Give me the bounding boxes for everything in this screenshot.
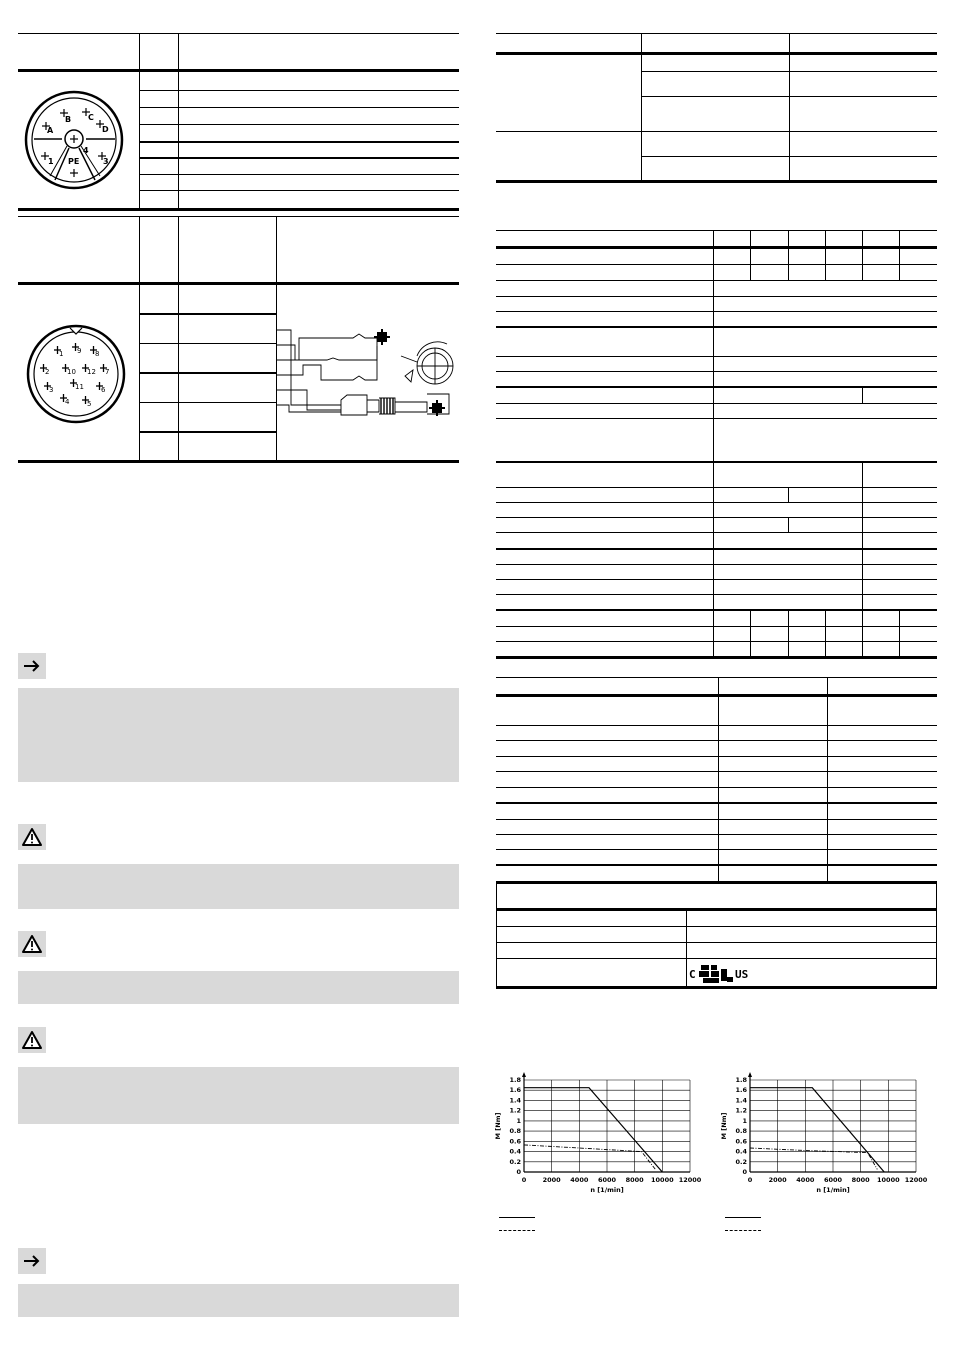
pin2-label-6: 6 — [101, 386, 106, 394]
y-tick-label: 0 — [742, 1168, 747, 1176]
y-tick-label: 0.8 — [735, 1127, 747, 1136]
y-tick-label: 1.8 — [509, 1076, 521, 1084]
pin2-label-3: 3 — [49, 386, 54, 394]
x-tick-label: 12000 — [904, 1176, 928, 1184]
y-tick-label: 1.2 — [509, 1106, 521, 1115]
ul-mark-us: US — [735, 968, 749, 981]
x-tick-label: 4000 — [796, 1176, 815, 1184]
connector-2-pinout-diagram — [24, 322, 132, 430]
x-tick-label: 6000 — [823, 1176, 843, 1184]
x-tick-label: 2000 — [542, 1176, 561, 1184]
warning-1-body — [18, 864, 459, 909]
connector-1-pinout-diagram — [22, 88, 132, 198]
pin2-label-2: 2 — [45, 368, 50, 376]
note-1-body — [18, 688, 459, 782]
y-tick-label: 1 — [516, 1116, 521, 1125]
y-tick-label: 0.2 — [735, 1157, 747, 1166]
pin2-label-7: 7 — [105, 368, 110, 376]
legend-solid-line — [725, 1217, 761, 1218]
ul-certification-mark — [689, 964, 751, 984]
legend-dash-dot-line — [499, 1230, 535, 1231]
series-line-dash-dot — [750, 1148, 877, 1169]
x-tick-label: 0 — [747, 1176, 753, 1184]
pin-label-3: 3 — [103, 157, 109, 166]
y-tick-label: 0.6 — [735, 1137, 747, 1146]
x-tick-label: 6000 — [597, 1176, 617, 1184]
right-arrow-icon — [18, 1248, 46, 1274]
legend-dash-dot-line — [725, 1230, 761, 1231]
warning-triangle-icon — [18, 824, 46, 850]
pin2-label-11: 11 — [75, 383, 84, 391]
x-tick-label: 0 — [521, 1176, 527, 1184]
y-axis-arrow — [522, 1072, 526, 1077]
pin2-label-9: 9 — [77, 347, 82, 355]
pin-label-a: A — [47, 126, 54, 135]
y-tick-label: 1 — [742, 1116, 747, 1125]
y-tick-label: 0.8 — [509, 1127, 521, 1136]
pin2-label-12: 12 — [87, 368, 96, 376]
y-tick-label: 1.2 — [735, 1106, 747, 1115]
pin-label-b: B — [65, 115, 72, 124]
torque-speed-chart-2 — [718, 1072, 932, 1202]
note-2-body — [18, 1284, 459, 1317]
pin2-label-8: 8 — [95, 350, 100, 358]
torque-speed-chart-1 — [492, 1072, 706, 1202]
right-arrow-icon — [18, 653, 46, 679]
y-tick-label: 1.8 — [735, 1076, 747, 1084]
y-tick-label: 1.4 — [509, 1096, 521, 1105]
y-tick-label: 0.4 — [509, 1147, 521, 1156]
ul-mark-c: C — [689, 968, 696, 981]
warning-triangle-icon — [18, 931, 46, 957]
pin2-label-5: 5 — [87, 400, 92, 408]
y-tick-label: 0 — [516, 1168, 521, 1176]
legend-solid-line — [499, 1217, 535, 1218]
pin2-label-10: 10 — [67, 368, 76, 376]
series-line-dash-dot — [524, 1145, 655, 1170]
ul-logo-icon — [697, 964, 735, 984]
pin-label-c: C — [88, 113, 94, 122]
y-axis-arrow — [748, 1072, 752, 1077]
y-tick-label: 1.4 — [735, 1096, 747, 1105]
y-tick-label: 0.2 — [509, 1157, 521, 1166]
y-axis-label: M [Nm] — [720, 1112, 728, 1140]
x-tick-label: 10000 — [651, 1176, 674, 1184]
warning-triangle-icon — [18, 1027, 46, 1053]
pin-cross-group-1 — [41, 108, 106, 177]
warning-2-body — [18, 971, 459, 1004]
x-axis-label: n [1/min] — [816, 1186, 850, 1194]
pin2-label-1: 1 — [59, 350, 64, 358]
x-tick-label: 4000 — [570, 1176, 589, 1184]
y-tick-label: 0.4 — [735, 1147, 747, 1156]
y-axis-label: M [Nm] — [494, 1112, 502, 1140]
pin-label-4: 4 — [83, 146, 89, 155]
x-tick-label: 12000 — [678, 1176, 702, 1184]
y-tick-label: 1.6 — [509, 1086, 521, 1095]
x-tick-label: 10000 — [877, 1176, 900, 1184]
x-axis-label: n [1/min] — [590, 1186, 624, 1194]
y-tick-label: 0.6 — [509, 1137, 521, 1146]
resolver-wiring-diagram — [277, 310, 459, 422]
x-tick-label: 8000 — [625, 1176, 644, 1184]
warning-3-body — [18, 1067, 459, 1124]
x-tick-label: 2000 — [768, 1176, 787, 1184]
y-tick-label: 1.6 — [735, 1086, 747, 1095]
pin-label-1: 1 — [48, 157, 54, 166]
x-tick-label: 8000 — [851, 1176, 870, 1184]
pin-label-d: D — [102, 125, 109, 134]
pin2-label-4: 4 — [65, 398, 70, 406]
pin-label-pe: PE — [68, 157, 80, 166]
